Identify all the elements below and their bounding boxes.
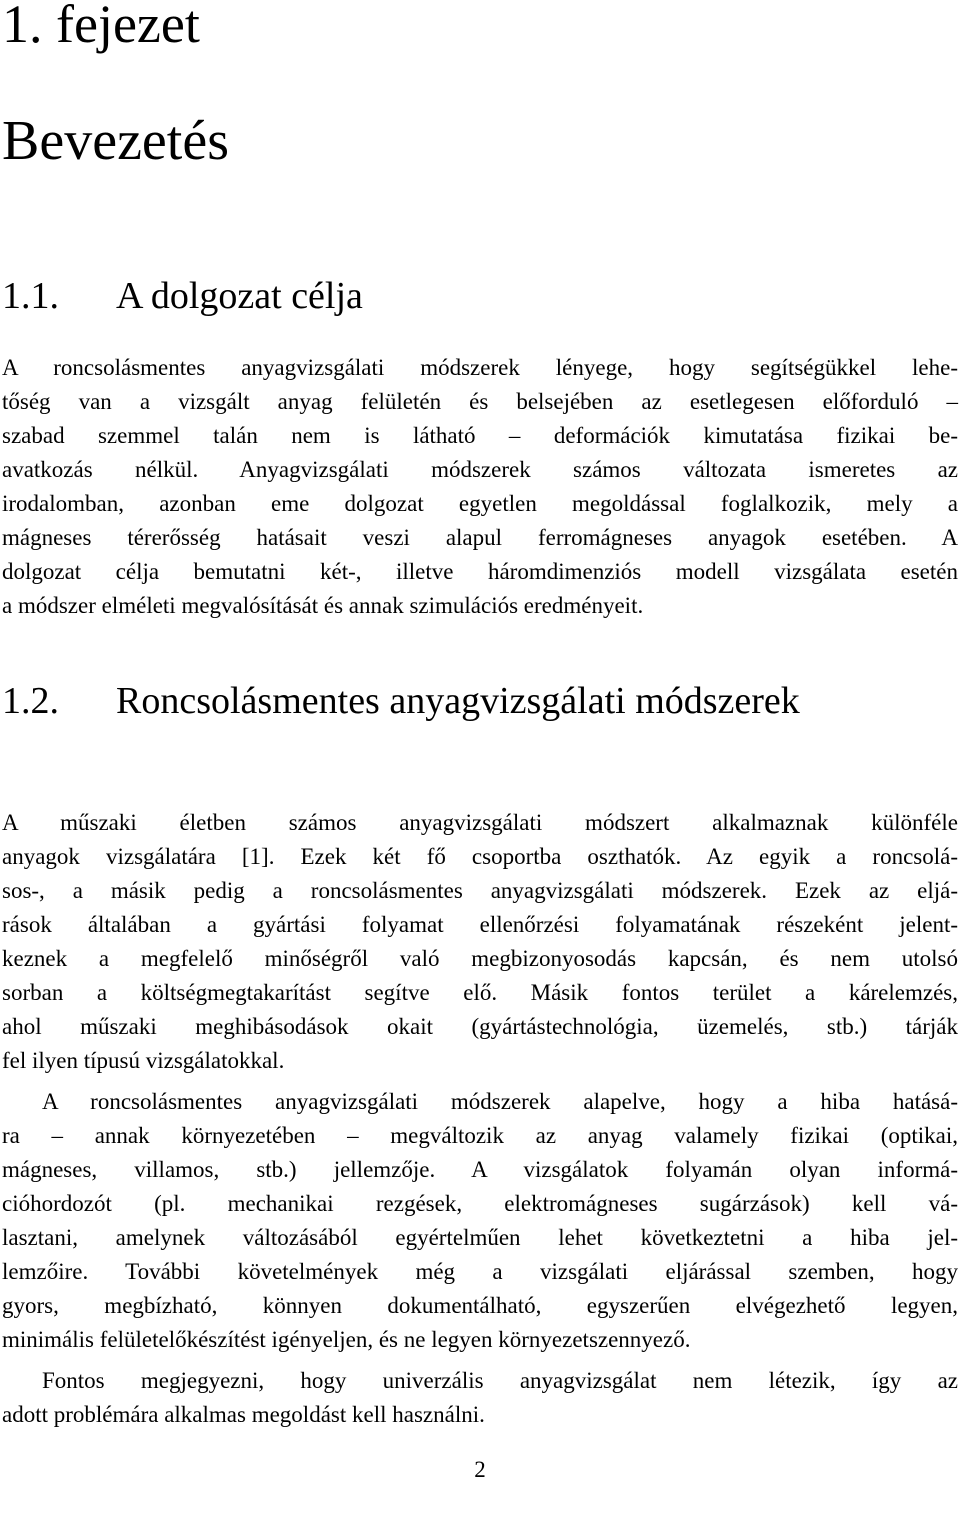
- text-line: keznek a megfelelő minőségről való megbizonyosodás kapcsán, és nem utolsó: [2, 946, 958, 971]
- section-heading-ndt-methods: [2, 675, 816, 727]
- chapter-title: Bevezetés: [2, 110, 229, 172]
- text-line: A műszaki életben számos anyagvizsgálati módszert alkalmaznak különféle: [2, 810, 958, 835]
- text-line: A roncsolásmentes anyagvizsgálati módszerek alapelve, hogy a hiba hatásá-: [42, 1089, 958, 1114]
- text-line: cióhordozót (pl. mechanikai rezgések, elektromágneses sugárzások) kell vá-: [2, 1191, 958, 1216]
- text-line: adott problémára alkalmas megoldást kell használni.: [2, 1402, 485, 1427]
- section-number: 1.2.: [2, 680, 59, 722]
- text-line: minimális felületelőkészítést igényeljen, és ne legyen környezetszennyező.: [2, 1327, 691, 1352]
- text-line: lemzőire. További követelmények még a vizsgálati eljárással szemben, hogy: [2, 1259, 958, 1284]
- text-line: fel ilyen típusú vizsgálatokkal.: [2, 1048, 285, 1073]
- section-title: A dolgozat célja: [116, 275, 363, 317]
- page-number: 2: [474, 1457, 486, 1482]
- text-line: avatkozás nélkül. Anyagvizsgálati módszerek számos változata ismeretes az: [2, 457, 958, 482]
- section-number: 1.1.: [2, 275, 59, 317]
- text-line: sos-, a másik pedig a roncsolásmentes anyagvizsgálati módszerek. Ezek az eljá-: [2, 878, 958, 903]
- text-line: rások általában a gyártási folyamat ellenőrzési folyamatának részeként jelent-: [2, 912, 958, 937]
- chapter-number: 1. fejezet: [2, 0, 200, 54]
- text-line: lasztani, amelynek változásából egyértelműen lehet következtetni a hiba jel-: [2, 1225, 958, 1250]
- text-line: Fontos megjegyezni, hogy univerzális anyagvizsgálat nem létezik, így az: [42, 1368, 958, 1393]
- text-line: tőség van a vizsgált anyag felületén és belsejében az esetlegesen előforduló –: [2, 389, 958, 414]
- section-heading-purpose: [2, 270, 816, 322]
- text-line: gyors, megbízható, könnyen dokumentálható, egyszerűen elvégezhető legyen,: [2, 1293, 958, 1318]
- text-line: a módszer elméleti megvalósítását és annak szimulációs eredményeit.: [2, 593, 644, 618]
- text-line: sorban a költségmegtakarítást segítve elő. Másik fontos terület a kárelemzés,: [2, 980, 958, 1005]
- text-line: mágneses térerősség hatásait veszi alapul ferromágneses anyagok esetében. A: [2, 525, 958, 550]
- text-line: anyagok vizsgálatára [1]. Ezek két fő csoportba oszthatók. Az egyik a roncsolá-: [2, 844, 958, 869]
- text-line: mágneses, villamos, stb.) jellemzője. A vizsgálatok folyamán olyan informá-: [2, 1157, 958, 1182]
- text-line: ra – annak környezetében – megváltozik az anyag valamely fizikai (optikai,: [2, 1123, 958, 1148]
- text-line: A roncsolásmentes anyagvizsgálati módszerek lényege, hogy segítségükkel lehe-: [2, 355, 958, 380]
- text-line: ahol műszaki meghibásodások okait (gyártástechnológia, üzemelés, stb.) tárják: [2, 1014, 958, 1039]
- text-line: szabad szemmel talán nem is látható – deformációk kimutatása fizikai be-: [2, 423, 958, 448]
- text-line: irodalomban, azonban eme dolgozat egyetlen megoldással foglalkozik, mely a: [2, 491, 958, 516]
- text-line: dolgozat célja bemutatni két-, illetve háromdimenziós modell vizsgálata esetén: [2, 559, 958, 584]
- section-title: Roncsolásmentes anyagvizsgálati módszerek: [116, 680, 800, 722]
